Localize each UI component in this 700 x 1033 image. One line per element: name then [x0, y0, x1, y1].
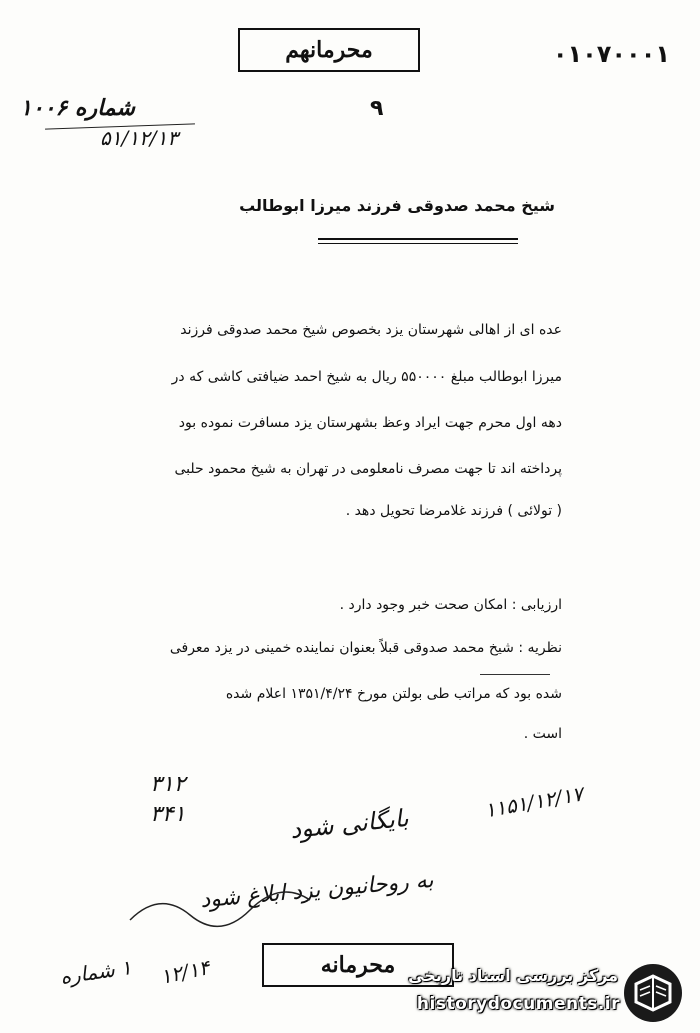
title-underline	[318, 238, 518, 240]
archive-logo-icon	[622, 962, 684, 1024]
body-line: ( تولائی ) فرزند غلامرضا تحویل دهد .	[345, 503, 562, 519]
archive-name: مرکز بررسی اسناد تاریخی	[408, 966, 618, 985]
body-line: دهه اول محرم جهت ایراد وعظ بشهرستان یزد مسافرت نموده بود	[178, 415, 562, 431]
body-line: میرزا ابوطالب مبلغ ۵۵۰۰۰۰ ریال به شیخ احمد ضیافتی کاشی که در	[171, 369, 562, 385]
handwritten-instruction: به روحانیون یزد ابلاغ شود	[199, 867, 435, 914]
opinion-line: است .	[523, 726, 562, 742]
handwritten-number: ۱ شماره	[58, 955, 133, 989]
opinion-line: شده بود که مراتب طی بولتن مورخ ۱۳۵۱/۴/۲۴ اعلام شده	[225, 686, 562, 702]
opinion-underline	[480, 674, 550, 675]
handwritten-date: ۱۱۵۱/۱۲/۱۷	[482, 781, 585, 823]
confidential-stamp-text: محرمانه	[299, 37, 373, 63]
document-title: شیخ محمد صدوقی فرزند میرزا ابوطالب	[239, 196, 555, 215]
body-line: پرداخته اند تا جهت مصرف نامعلومی در تهران به شیخ محمود حلبی	[174, 461, 562, 477]
handwritten-note: ۳۴۱	[150, 802, 186, 827]
confidential-stamp-text: محرمانه	[320, 952, 396, 978]
body-line: عده ای از اهالی شهرستان یزد بخصوص شیخ محمد صدوقی فرزند	[180, 322, 562, 338]
handwritten-date-bottom: ۱۲/۱۴	[158, 955, 212, 989]
archive-url[interactable]: historydocuments.ir	[416, 994, 620, 1014]
handwritten-signature: بایگانی شود	[288, 803, 410, 845]
title-underline-2	[318, 243, 518, 244]
handwritten-note: ۳۱۲	[150, 772, 186, 797]
registration-number: شماره ۱۰۰۶	[20, 95, 135, 121]
stamp-fragment: م	[285, 37, 300, 63]
opinion-line: نظریه : شیخ محمد صدوقی قبلاً بعنوان نماینده خمینی در یزد معرفی	[169, 640, 562, 656]
evaluation-line: ارزیابی : امکان صحت خبر وجود دارد .	[339, 597, 562, 613]
document-number: ۰۱۰۷۰۰۰۱	[552, 40, 670, 68]
registration-date: ۵۱/۱۲/۱۳	[100, 126, 178, 150]
page-number: ۹	[370, 96, 384, 121]
confidential-stamp-top	[238, 28, 420, 72]
signature-scribble	[120, 880, 320, 940]
